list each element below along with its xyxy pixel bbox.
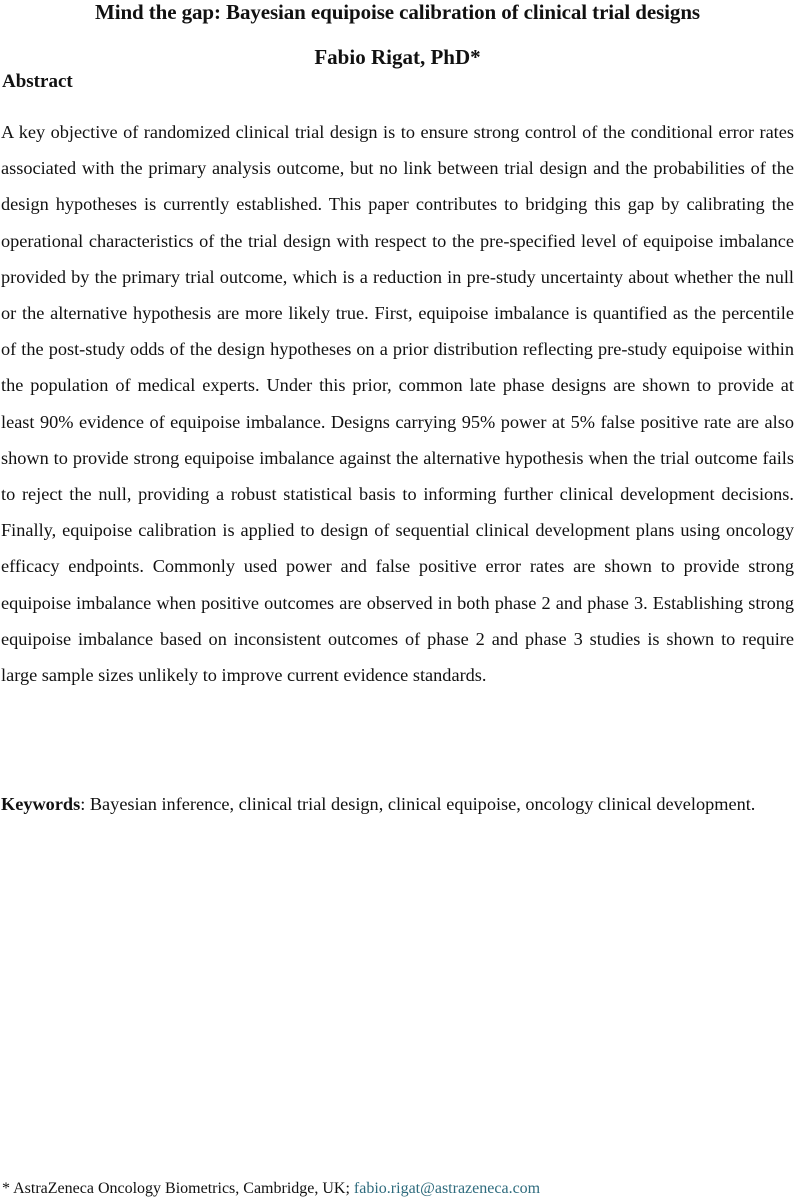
keywords-paragraph	[1, 786, 794, 822]
keywords-label: Keywords	[1, 794, 81, 814]
author-line: Fabio Rigat, PhD*	[314, 45, 481, 69]
abstract-heading: Abstract	[2, 71, 73, 92]
keywords-list: : Bayesian inference, clinical trial design, clinical equipoise, oncology clinical development.	[80, 794, 756, 814]
author-email-link[interactable]: fabio.rigat@astrazeneca.com	[353, 1180, 541, 1197]
abstract-body: A key objective of randomized clinical trial design is to ensure strong control of the conditional error rates associated with the primary analysis outcome, but no link between trial design and the probabilities of the design hypotheses is currently established. This paper contributes to bridging this gap by calibrating the operational characteristics of the trial design with respect to the pre-specified level of equipoise imbalance provided by the primary trial outcome, which is a reduction in pre-study uncertainty about whether the null or the alternative hypothesis are more likely true. First, equipoise imbalance is quantified as the percentile of the post-study odds of the design hypotheses on a prior distribution reflecting pre-study equipoise within the population of medical experts. Under this prior, common late phase designs are shown to provide at least 90% evidence of equipoise imbalance. Designs carrying 95% power at 5% false positive rate are also shown to provide strong equipoise imbalance against the alternative hypothesis when the trial outcome fails to reject the null, providing a robust statistical basis to informing further clinical development decisions. Finally, equipoise calibration is applied to design of sequential clinical development plans using oncology efficacy endpoints. Commonly used power and false positive error rates are shown to provide strong equipoise imbalance when positive outcomes are observed in both phase 2 and phase 3. Establishing strong equipoise imbalance based on inconsistent outcomes of phase 2 and phase 3 studies is shown to require large sample sizes unlikely to improve current evidence standards.	[1, 122, 794, 686]
affiliation-footnote	[2, 1179, 795, 1199]
paper-title: Mind the gap: Bayesian equipoise calibration of clinical trial designs	[95, 0, 700, 24]
affiliation-text: * AstraZeneca Oncology Biometrics, Cambridge, UK;	[2, 1180, 354, 1197]
